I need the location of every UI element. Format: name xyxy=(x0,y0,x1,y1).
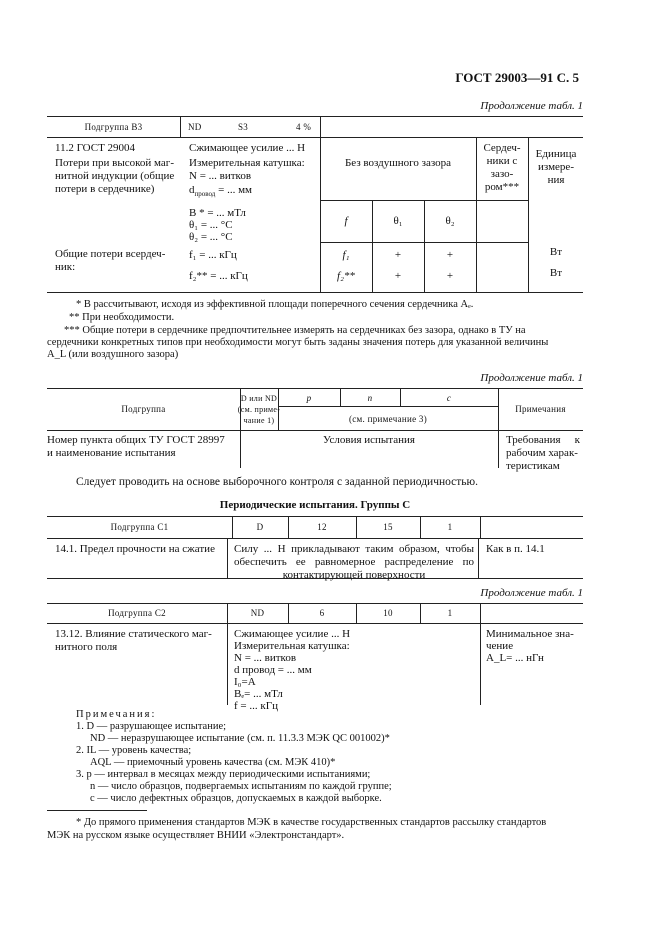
divider xyxy=(278,406,498,407)
col-f-header: f xyxy=(344,215,348,227)
divider xyxy=(480,623,481,705)
subgroup-header: Подгруппа В3 xyxy=(84,122,143,132)
test-item: нитного поля xyxy=(55,641,118,653)
condition-text: f = ... кГц xyxy=(234,700,278,712)
row-mark: + xyxy=(446,270,454,282)
note-line: ND — неразрушающее испытание (см. п. 11.3.3 МЭК QC 001002)* xyxy=(90,733,390,744)
subgroup-header: Подгруппа С1 xyxy=(110,522,169,532)
test-description: нитной индукции (общие xyxy=(55,170,175,182)
subgroup-header: Подгруппа xyxy=(121,404,166,414)
footnote-rule xyxy=(47,810,147,811)
condition-text xyxy=(189,184,252,201)
condition-text: I₀=A xyxy=(234,676,256,688)
row-mark: + xyxy=(394,249,402,261)
requirements-label: рабочим харак- xyxy=(506,447,578,459)
condition-text: Сжимающее усилие ... Н xyxy=(189,142,306,154)
condition-text: обеспечить ее равномерное распределение по xyxy=(234,556,474,568)
gap-header xyxy=(476,142,528,194)
dnd-line: (см. приме- xyxy=(237,405,281,414)
c-value: 1 xyxy=(447,522,453,532)
divider xyxy=(480,603,481,623)
note-line: 3. p — интервал в месяцах между периодическими испытаниями; xyxy=(76,769,371,780)
gap-header-line: ром*** xyxy=(484,181,520,193)
divider xyxy=(227,623,228,705)
requirement-text: чение xyxy=(486,640,514,652)
divider xyxy=(478,538,479,578)
divider xyxy=(47,603,583,604)
condition-text: контактирующей поверхности xyxy=(282,569,426,581)
note-line: AQL — приемочный уровень качества (см. МЭК 410)* xyxy=(90,757,336,768)
divider xyxy=(180,116,181,137)
gap-header-line: Сердеч- xyxy=(483,142,521,154)
divider xyxy=(227,538,228,578)
d-header: D xyxy=(256,522,264,532)
requirement-text: A_L= ... нГн xyxy=(486,652,544,664)
divider xyxy=(498,388,499,468)
gap-header-line: ники с xyxy=(486,155,518,167)
notes-title: Примечания: xyxy=(76,709,157,720)
condition-d-value: = ... мм xyxy=(215,184,253,196)
note-line: n — число образцов, подвергаемых испытаниям по каждой группе; xyxy=(90,781,392,792)
row-mark: + xyxy=(394,270,402,282)
d-header: ND xyxy=(250,608,265,618)
col-theta1-header: θ₁ xyxy=(393,215,403,227)
item-number: 11.2 ГОСТ 29004 xyxy=(55,142,136,154)
condition-d-sub: провод xyxy=(194,190,216,199)
condition-text: Измерительная катушка: xyxy=(189,157,305,169)
footnote: * До прямого применения стандартов МЭК в качестве государственных стандартов рассылку стандартов xyxy=(76,817,547,828)
n-value: 10 xyxy=(383,608,393,618)
notes-header: Примечания xyxy=(515,404,566,414)
divider xyxy=(47,388,583,389)
row-mark: + xyxy=(446,249,454,261)
p-value: 12 xyxy=(317,522,327,532)
test-description: Потери при высокой маг- xyxy=(55,157,174,169)
row-f: f₂** xyxy=(337,270,355,282)
footnote: ** При необходимости. xyxy=(69,312,175,323)
row-unit: Вт xyxy=(549,267,563,279)
s-header: S3 xyxy=(238,122,249,132)
unit-header-line: ния xyxy=(547,174,565,186)
test-description: потери в сердечнике) xyxy=(55,183,155,195)
unit-header-line: измере- xyxy=(538,161,574,173)
divider xyxy=(320,116,321,292)
requirement-text: Минимальное зна- xyxy=(486,628,574,640)
requirements-label: Требования к xyxy=(506,434,580,446)
n-header: n xyxy=(367,393,373,403)
test-item: 13.12. Влияние статического маг- xyxy=(55,628,212,640)
condition-text: θ₁ = ... °С xyxy=(189,219,233,231)
footnote: МЭК на русском языке осуществляет ВНИИ «Электронстандарт». xyxy=(47,830,345,841)
condition-d: d xyxy=(189,184,195,196)
condition-text: θ₂ = ... °С xyxy=(189,231,233,243)
dnd-line: D или ND xyxy=(240,394,278,403)
conditions-label: Условия испытания xyxy=(323,434,415,446)
continuation-label: Продолжение табл. 1 xyxy=(480,100,583,112)
footnote: сердечники конкретных типов при необходимости могут быть заданы значения потерь для указанной величины xyxy=(47,337,549,348)
pct-header: 4 % xyxy=(296,122,312,132)
see-note-3: (см. примечание 3) xyxy=(348,414,428,424)
n-value: 15 xyxy=(383,522,393,532)
test-description: Общие потери всердеч- xyxy=(55,248,166,260)
condition-text: Силу ... Н прикладывают таким образом, чтобы xyxy=(234,543,474,555)
footnote: A_L (или воздушного зазора) xyxy=(47,349,179,360)
divider xyxy=(47,116,583,117)
p-value: 6 xyxy=(319,608,325,618)
col-theta2-header: θ₂ xyxy=(445,215,455,227)
condition-text: f₁ = ... кГц xyxy=(189,249,237,261)
gap-header-line: зазо- xyxy=(490,168,514,180)
condition-text: N = ... витков xyxy=(234,652,297,664)
divider xyxy=(47,430,583,431)
row-f: f₁ xyxy=(342,249,350,261)
row-label: Номер пункта общих ТУ ГОСТ 28997 xyxy=(47,434,225,446)
divider xyxy=(480,516,481,538)
unit-header xyxy=(528,148,584,187)
nd-header: ND xyxy=(188,122,202,132)
divider xyxy=(47,137,583,138)
continuation-label: Продолжение табл. 1 xyxy=(480,372,583,384)
divider xyxy=(47,623,583,624)
dnd-line: чание 1) xyxy=(243,416,275,425)
condition-text: N = ... витков xyxy=(189,170,252,182)
divider xyxy=(47,538,583,539)
condition-text: Сжимающее усилие ... Н xyxy=(234,628,351,640)
divider xyxy=(47,292,583,293)
row-unit: Вт xyxy=(549,246,563,258)
row-label: и наименование испытания xyxy=(47,447,176,459)
dnd-header xyxy=(237,393,281,426)
footnote: * B рассчитывают, исходя из эффективной площади поперечного сечения сердечника Aₑ. xyxy=(76,299,474,310)
note-line: 2. IL — уровень качества; xyxy=(76,745,192,756)
unit-header-line: Единица xyxy=(535,148,577,160)
condition-text: d провод = ... мм xyxy=(234,664,312,676)
section-title: Периодические испытания. Группы С xyxy=(219,499,411,511)
note-line: 1. D — разрушающее испытание; xyxy=(76,721,227,732)
condition-text: Измерительная катушка: xyxy=(234,640,350,652)
requirement-text: Как в п. 14.1 xyxy=(486,543,545,555)
condition-text: B * = ... мТл xyxy=(189,207,246,219)
no-gap-header: Без воздушного зазора xyxy=(344,157,452,169)
footnote: *** Общие потери в сердечнике предпочтительнее измерять на сердечниках без зазора, однако в ТУ на xyxy=(64,325,526,336)
c-value: 1 xyxy=(447,608,453,618)
c-header: c xyxy=(446,393,452,403)
condition-text: f₂** = ... кГц xyxy=(189,270,248,282)
divider xyxy=(47,516,583,517)
condition-text: Bₑ= ... мТл xyxy=(234,688,283,700)
page-header: ГОСТ 29003—91 С. 5 xyxy=(455,70,579,85)
paragraph: Следует проводить на основе выборочного контроля с заданной периодичностью. xyxy=(76,476,479,488)
subgroup-header: Подгруппа С2 xyxy=(108,608,166,618)
test-item: 14.1. Предел прочности на сжатие xyxy=(55,543,215,555)
test-description: ник: xyxy=(55,261,76,273)
divider xyxy=(476,200,477,292)
note-line: c — число дефектных образцов, допускаемых в каждой выборке. xyxy=(90,793,382,804)
p-header: p xyxy=(306,393,312,403)
continuation-label: Продолжение табл. 1 xyxy=(480,587,583,599)
requirements-label: теристикам xyxy=(506,460,560,472)
